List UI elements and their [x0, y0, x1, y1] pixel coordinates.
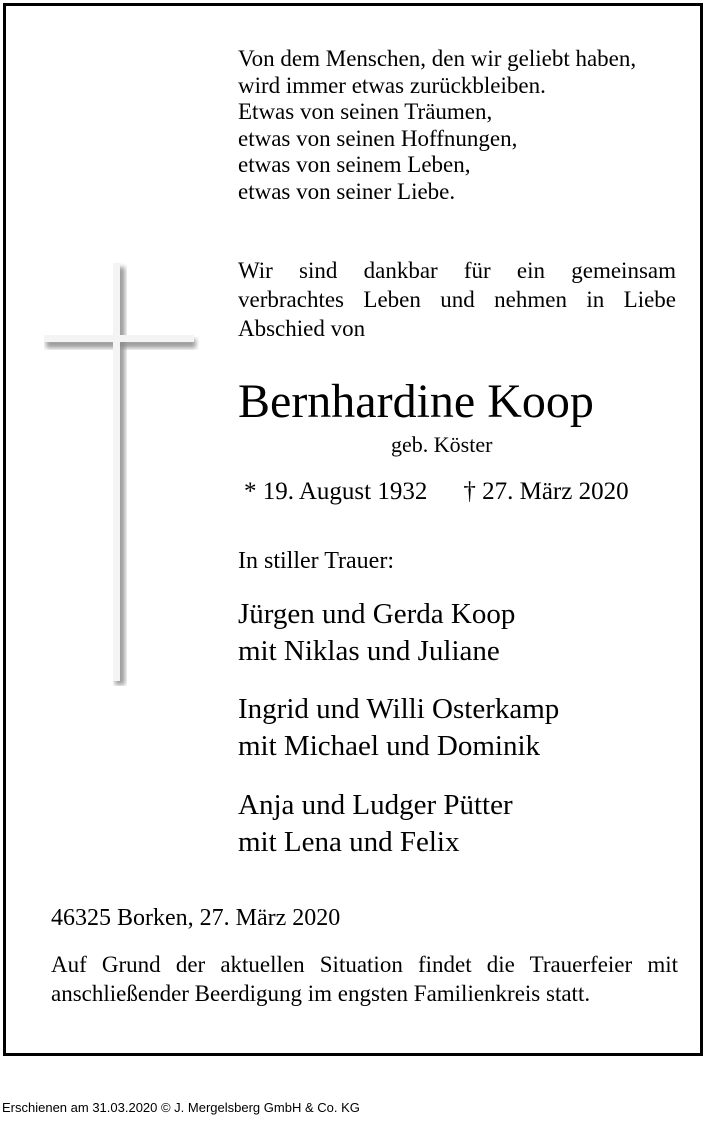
family-children: mit Michael und Dominik: [238, 730, 541, 762]
mourners-label: In stiller Trauer:: [238, 548, 394, 574]
mourner-family: [238, 691, 559, 765]
family-children: mit Lena und Felix: [238, 826, 460, 858]
deceased-name: Bernhardine Koop: [238, 375, 594, 428]
place-date: 46325 Borken, 27. März 2020: [51, 905, 341, 931]
poem: [238, 46, 636, 206]
mourner-family: [238, 596, 515, 670]
poem-line: wird immer etwas zurückbleiben.: [238, 72, 546, 98]
family-names: Ingrid und Willi Osterkamp: [238, 693, 560, 725]
birth-date: * 19. August 1932: [244, 478, 428, 505]
publication-footer: Erschienen am 31.03.2020 © J. Mergelsberg GmbH & Co. KG: [2, 1100, 360, 1115]
life-dates: [244, 476, 629, 508]
thanks-text: Wir sind dankbar für ein gemeinsam verbrachtes Leben und nehmen in Liebe Abschied von: [238, 258, 676, 341]
poem-line: etwas von seinem Leben,: [238, 152, 471, 178]
family-names: Anja und Ludger Pütter: [238, 789, 513, 821]
death-date: † 27. März 2020: [463, 478, 629, 505]
mourner-family: [238, 787, 513, 861]
poem-line: Etwas von seinen Träumen,: [238, 99, 493, 125]
poem-line: etwas von seiner Liebe.: [238, 178, 456, 204]
obituary-frame: [3, 3, 703, 1056]
poem-line: etwas von seinen Hoffnungen,: [238, 125, 518, 151]
funeral-notice: Auf Grund der aktuellen Situation findet die Trauerfeier mit anschließender Beerdigung im engsten Familienkreis statt.: [51, 952, 678, 1006]
maiden-name: geb. Köster: [391, 432, 493, 457]
cross-icon: [44, 261, 199, 686]
family-children: mit Niklas und Juliane: [238, 635, 500, 667]
family-names: Jürgen und Gerda Koop: [238, 598, 516, 630]
poem-line: Von dem Menschen, den wir geliebt haben,: [238, 46, 637, 71]
